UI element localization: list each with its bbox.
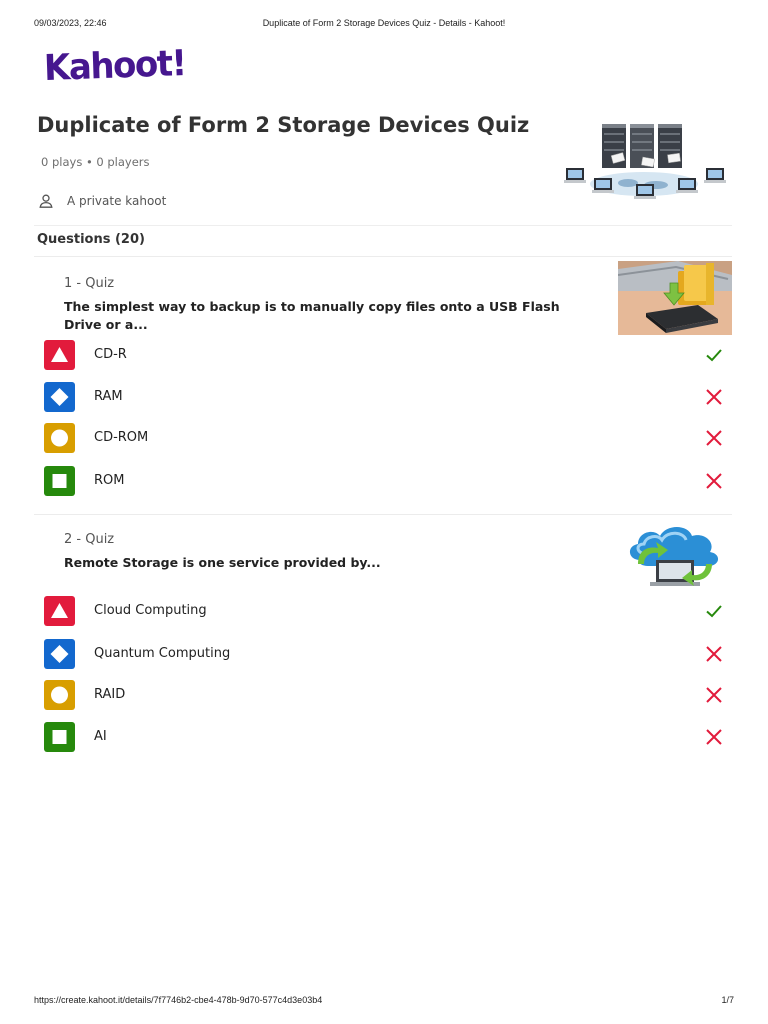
answer-option[interactable] bbox=[44, 340, 724, 370]
answer-shape-red bbox=[44, 340, 75, 370]
question-card[interactable] bbox=[34, 276, 732, 504]
divider bbox=[34, 514, 732, 515]
question-text: Remote Storage is one service provided by... bbox=[64, 555, 381, 570]
answer-shape-blue bbox=[44, 382, 75, 412]
check-icon bbox=[704, 345, 724, 365]
answer-shape-green bbox=[44, 466, 75, 496]
answer-option[interactable] bbox=[44, 596, 724, 626]
visibility-info bbox=[39, 193, 166, 209]
answer-text: Quantum Computing bbox=[94, 646, 231, 661]
diamond-icon bbox=[44, 382, 75, 412]
triangle-icon bbox=[44, 596, 75, 626]
square-icon bbox=[44, 466, 75, 496]
answer-option[interactable] bbox=[44, 466, 724, 496]
answer-shape-yellow bbox=[44, 423, 75, 453]
answer-option[interactable] bbox=[44, 680, 724, 710]
question-label: 2 - Quiz bbox=[64, 532, 115, 547]
print-header bbox=[0, 18, 768, 32]
divider bbox=[34, 256, 732, 257]
answer-text: ROM bbox=[94, 473, 125, 488]
cross-icon bbox=[704, 685, 724, 705]
answer-shape-yellow bbox=[44, 680, 75, 710]
square-icon bbox=[44, 722, 75, 752]
cross-icon bbox=[704, 428, 724, 448]
user-icon bbox=[39, 194, 53, 208]
print-page-number: 1/7 bbox=[721, 995, 734, 1005]
answer-text: CD-ROM bbox=[94, 430, 149, 445]
kahoot-logo[interactable]: Kahoot! bbox=[43, 42, 187, 90]
answer-option[interactable] bbox=[44, 382, 724, 412]
cloud-sync-illustration-icon bbox=[618, 520, 732, 594]
visibility-label: A private kahoot bbox=[67, 194, 167, 208]
triangle-icon bbox=[44, 340, 75, 370]
cross-icon bbox=[704, 387, 724, 407]
question-label: 1 - Quiz bbox=[64, 276, 115, 291]
answer-text: RAM bbox=[94, 389, 123, 404]
kahoot-stats: 0 plays • 0 players bbox=[41, 155, 150, 169]
question-card[interactable] bbox=[34, 532, 732, 760]
kahoot-title: Duplicate of Form 2 Storage Devices Quiz bbox=[37, 113, 530, 137]
answer-text: Cloud Computing bbox=[94, 603, 207, 618]
print-footer bbox=[0, 995, 768, 1009]
answer-option[interactable] bbox=[44, 722, 724, 752]
answer-text: CD-R bbox=[94, 347, 127, 362]
circle-icon bbox=[44, 680, 75, 710]
print-datetime: 09/03/2023, 22:46 bbox=[34, 18, 107, 28]
cross-icon bbox=[704, 727, 724, 747]
check-icon bbox=[704, 601, 724, 621]
print-page-title: Duplicate of Form 2 Storage Devices Quiz - Details - Kahoot! bbox=[262, 18, 506, 28]
kahoot-title-card bbox=[34, 108, 732, 226]
backup-drive-illustration-icon bbox=[618, 261, 732, 335]
answer-shape-green bbox=[44, 722, 75, 752]
answer-text: RAID bbox=[94, 687, 126, 702]
answer-shape-red bbox=[44, 596, 75, 626]
questions-heading: Questions (20) bbox=[37, 232, 145, 247]
answer-option[interactable] bbox=[44, 423, 724, 453]
print-url[interactable]: https://create.kahoot.it/details/7f7746b2-cbe4-478b-9d70-577c4d3e03b4 bbox=[34, 995, 323, 1005]
circle-icon bbox=[44, 423, 75, 453]
diamond-icon bbox=[44, 639, 75, 669]
servers-and-laptops-illustration-icon bbox=[558, 114, 732, 204]
answer-text: AI bbox=[94, 729, 107, 744]
answer-shape-blue bbox=[44, 639, 75, 669]
cross-icon bbox=[704, 471, 724, 491]
question-text: The simplest way to backup is to manually copy files onto a USB Flash Drive or a... bbox=[64, 299, 560, 332]
cross-icon bbox=[704, 644, 724, 664]
answer-option[interactable] bbox=[44, 639, 724, 669]
